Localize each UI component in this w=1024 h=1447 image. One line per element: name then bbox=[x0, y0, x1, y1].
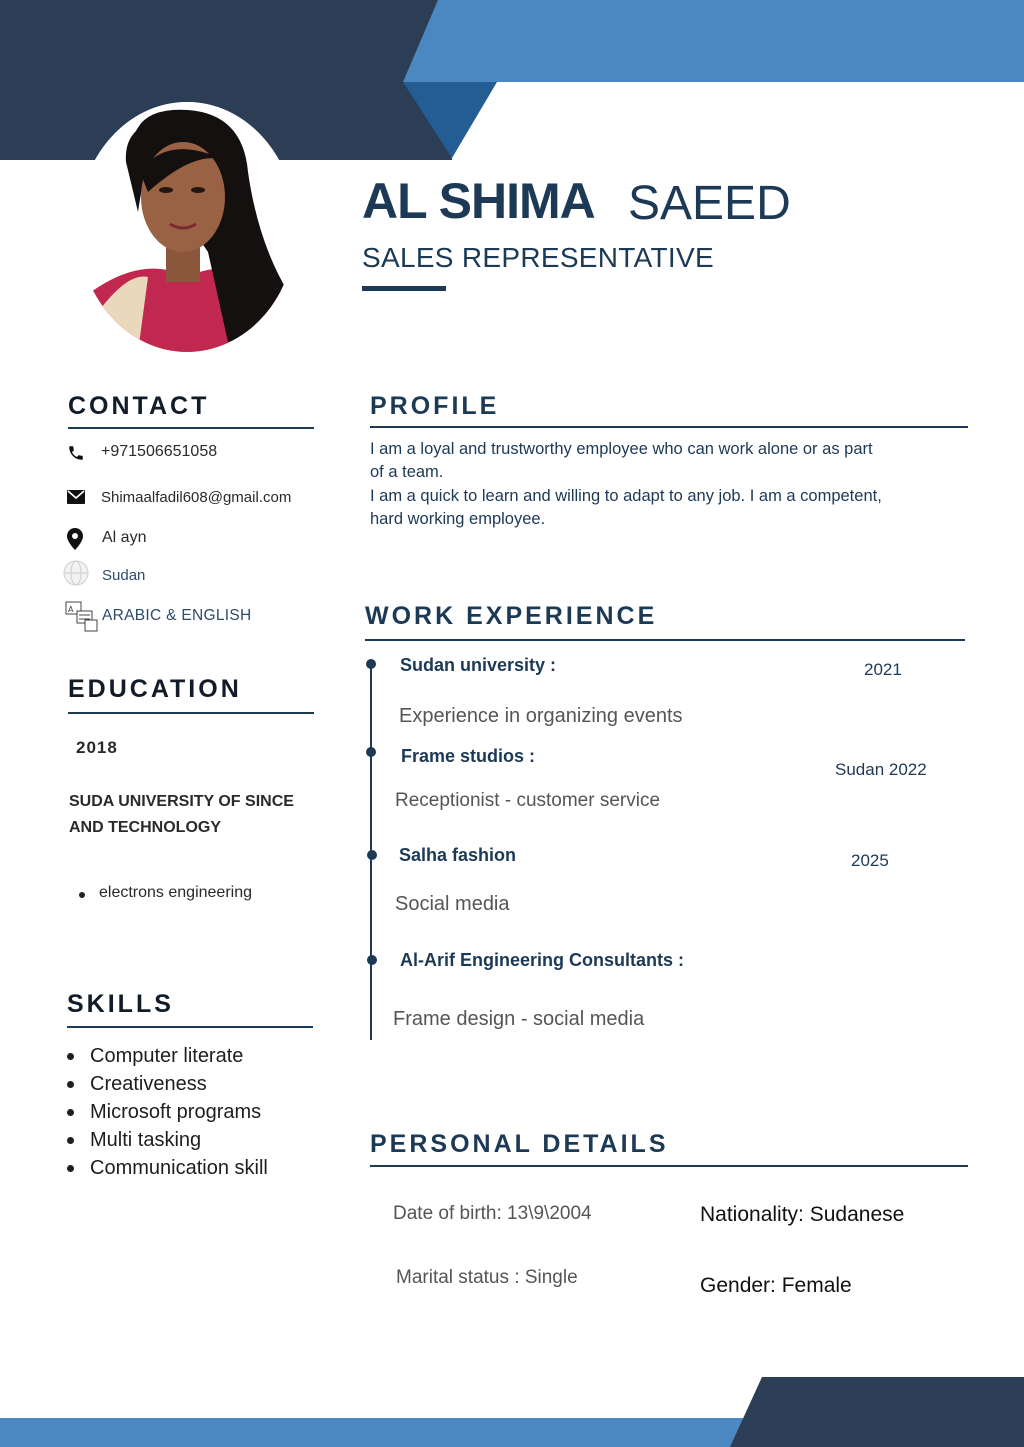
last-name: SAEED bbox=[628, 177, 791, 230]
skills-heading: SKILLS bbox=[67, 990, 174, 1018]
skill-item bbox=[67, 1098, 268, 1126]
marital-status: Marital status : Single bbox=[396, 1267, 578, 1288]
phone-icon bbox=[67, 444, 85, 467]
timeline-dot bbox=[366, 659, 376, 669]
job-company: Frame studios : bbox=[401, 746, 536, 766]
work-heading: WORK EXPERIENCE bbox=[365, 602, 658, 630]
skill-item bbox=[67, 1127, 268, 1155]
job-description: Receptionist - customer service bbox=[395, 790, 661, 811]
education-year: 2018 bbox=[76, 738, 118, 757]
job-date: 2025 bbox=[851, 851, 889, 870]
skills-list bbox=[67, 1042, 268, 1183]
personal-rule bbox=[370, 1165, 968, 1167]
profile-line: of a team. bbox=[370, 463, 444, 482]
job-company: Salha fashion bbox=[399, 845, 517, 865]
skill-item bbox=[67, 1042, 268, 1070]
first-name: AL SHIMA bbox=[362, 173, 595, 229]
bullet bbox=[67, 1053, 74, 1060]
timeline-dot bbox=[366, 747, 376, 757]
personal-heading: PERSONAL DETAILS bbox=[370, 1130, 669, 1158]
education-field: electrons engineering bbox=[99, 884, 252, 901]
gender: Gender: Female bbox=[700, 1274, 852, 1297]
portrait-illustration bbox=[78, 102, 296, 352]
job-description: Frame design - social media bbox=[393, 1008, 645, 1030]
mail-icon bbox=[67, 490, 85, 509]
svg-text:A: A bbox=[68, 605, 74, 614]
contact-rule bbox=[68, 427, 314, 429]
profile-line: I am a quick to learn and willing to adapt to any job. I am a competent, bbox=[370, 486, 882, 505]
contact-phone[interactable]: +971506651058 bbox=[101, 443, 218, 460]
job-description: Social media bbox=[395, 893, 510, 915]
contact-languages: ARABIC & ENGLISH bbox=[102, 607, 252, 624]
work-rule bbox=[365, 639, 965, 641]
date-of-birth: Date of birth: 13\9\2004 bbox=[393, 1203, 592, 1224]
job-date: Sudan 2022 bbox=[835, 760, 927, 779]
contact-email[interactable]: Shimaalfadil608@gmail.com bbox=[101, 489, 292, 506]
globe-icon bbox=[63, 560, 89, 591]
education-heading: EDUCATION bbox=[68, 675, 242, 703]
education-school: SUDA UNIVERSITY OF SINCE AND TECHNOLOGY bbox=[69, 793, 294, 836]
skill-label: Multi tasking bbox=[90, 1129, 202, 1152]
job-company: Sudan university : bbox=[400, 655, 557, 675]
timeline-dot bbox=[367, 850, 377, 860]
translate-icon bbox=[65, 601, 99, 638]
bullet bbox=[79, 892, 85, 898]
bullet bbox=[67, 1165, 74, 1172]
profile-photo bbox=[78, 102, 296, 352]
skill-label: Creativeness bbox=[90, 1072, 207, 1095]
bullet bbox=[67, 1081, 74, 1088]
nationality: Nationality: Sudanese bbox=[700, 1203, 905, 1226]
skills-rule bbox=[67, 1026, 313, 1028]
skill-item bbox=[67, 1070, 268, 1098]
profile-heading: PROFILE bbox=[370, 392, 500, 420]
job-date: 2021 bbox=[864, 660, 902, 679]
bullet bbox=[67, 1137, 74, 1144]
skill-label: Computer literate bbox=[90, 1044, 244, 1067]
footer-navy-block bbox=[730, 1377, 1024, 1447]
profile-text bbox=[370, 438, 930, 531]
skill-label: Microsoft programs bbox=[90, 1100, 262, 1123]
skill-item bbox=[67, 1155, 268, 1183]
job-company: Al-Arif Engineering Consultants : bbox=[400, 950, 685, 970]
header-blue-band bbox=[403, 0, 1024, 82]
contact-country: Sudan bbox=[102, 567, 146, 584]
skill-label: Communication skill bbox=[90, 1157, 268, 1180]
job-title: SALES REPRESENTATIVE bbox=[362, 242, 714, 273]
profile-line: hard working employee. bbox=[370, 509, 546, 528]
job-description: Experience in organizing events bbox=[399, 705, 683, 727]
title-underline bbox=[362, 286, 446, 291]
bullet bbox=[67, 1109, 74, 1116]
profile-rule bbox=[370, 426, 968, 428]
profile-line: I am a loyal and trustworthy employee who can work alone or as part bbox=[370, 440, 873, 458]
education-rule bbox=[68, 712, 314, 714]
timeline-dot bbox=[367, 955, 377, 965]
contact-heading: CONTACT bbox=[68, 392, 210, 420]
footer-blue-band bbox=[0, 1418, 760, 1447]
location-pin-icon bbox=[67, 528, 83, 555]
contact-location: Al ayn bbox=[102, 529, 147, 546]
